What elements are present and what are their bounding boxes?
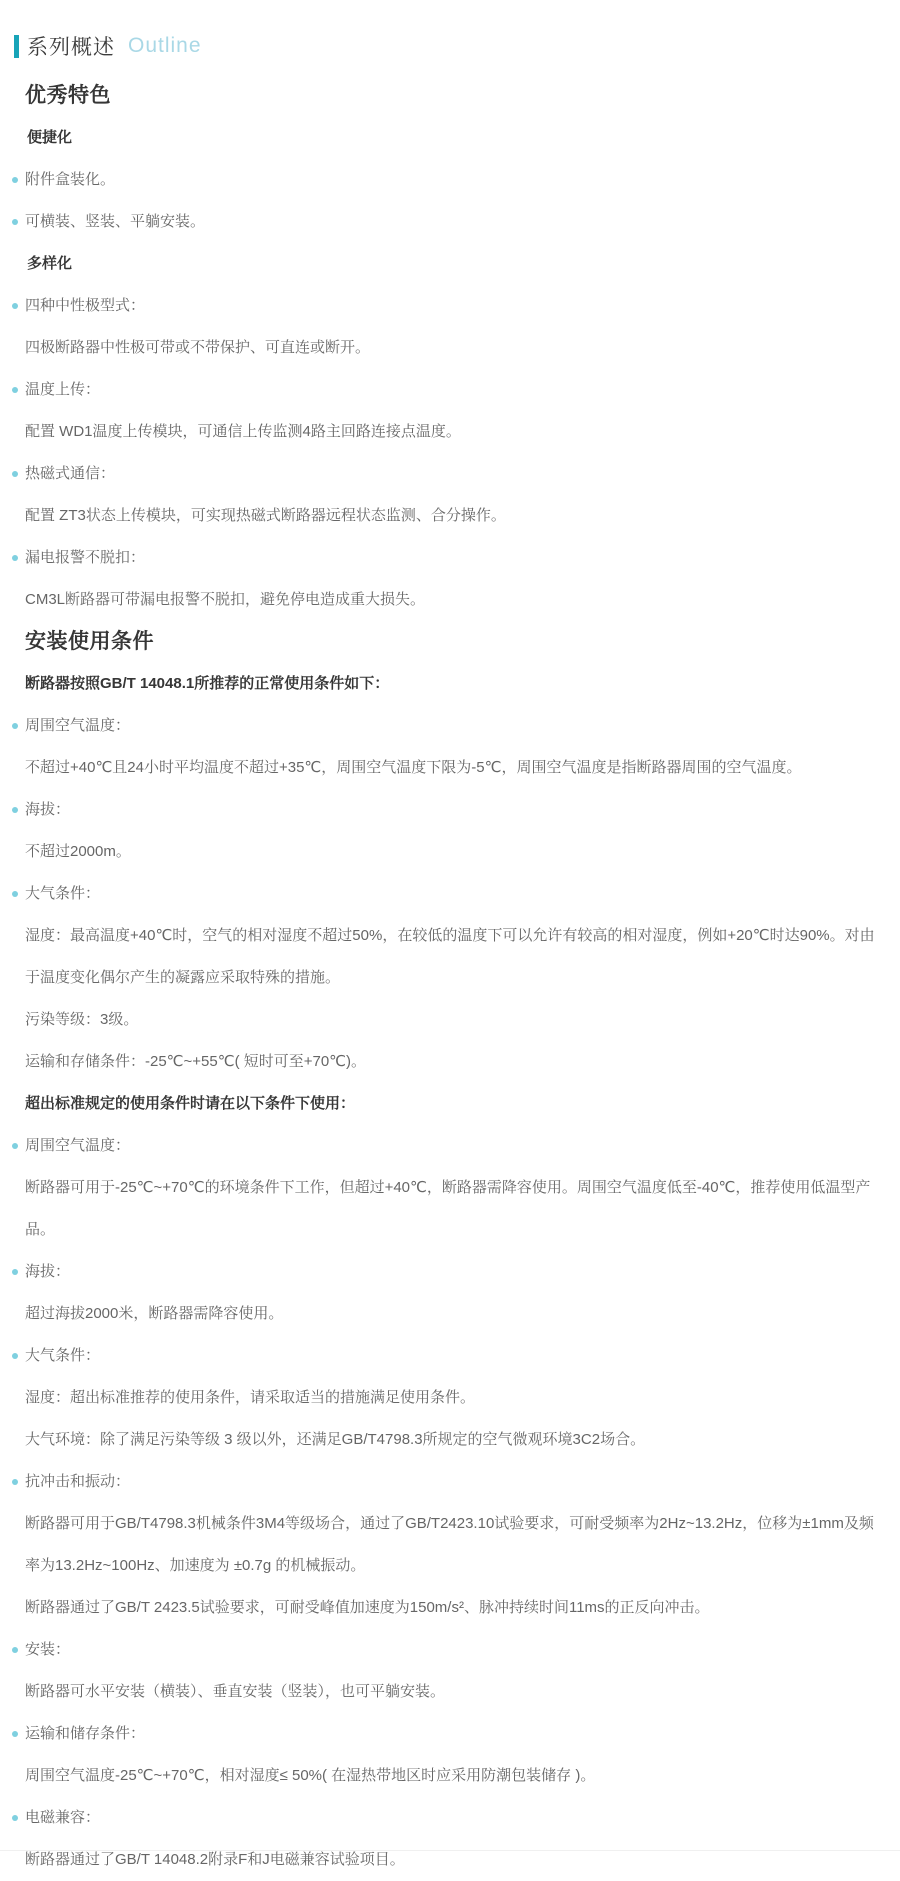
- section-heading: 优秀特色: [25, 84, 111, 107]
- bullet-item: [25, 369, 882, 411]
- bullet-item: [25, 1713, 882, 1755]
- document-body: [0, 75, 900, 1881]
- paragraph: 配置 ZT3状态上传模块，可实现热磁式断路器远程状态监测、合分操作。: [25, 507, 506, 524]
- paragraph: 湿度：最高温度+40℃时，空气的相对湿度不超过50%，在较低的温度下可以允许有较高的相对湿度，例如+20℃时达90%。对由于温度变化偶尔产生的凝露应采取特殊的措施。: [25, 927, 875, 986]
- bullet-dot-icon: [12, 891, 18, 897]
- bullet-dot-icon: [12, 1269, 18, 1275]
- bullet-label: 海拔：: [25, 1263, 71, 1280]
- bullet-item: [25, 1629, 882, 1671]
- paragraph: 断路器通过了GB/T 14048.2附录F和J电磁兼容试验项目。: [25, 1851, 405, 1868]
- bullet-label: 运输和储存条件：: [25, 1725, 146, 1742]
- bullet-dot-icon: [12, 219, 18, 225]
- paragraph-bold: 断路器按照GB/T 14048.1所推荐的正常使用条件如下：: [25, 675, 390, 692]
- bullet-label: 大气条件：: [25, 885, 101, 902]
- paragraph: 湿度：超出标准推荐的使用条件，请采取适当的措施满足使用条件。: [25, 1389, 476, 1406]
- bullet-dot-icon: [12, 1731, 18, 1737]
- bullet-item: [25, 201, 882, 243]
- bullet-label: 大气条件：: [25, 1347, 101, 1364]
- paragraph: 不超过2000m。: [25, 843, 131, 860]
- sub-heading: 便捷化: [27, 129, 73, 146]
- paragraph: 断路器可用于-25℃~+70℃的环境条件下工作，但超过+40℃，断路器需降容使用。周围空气温度低至-40℃，推荐使用低温型产品。: [25, 1179, 871, 1238]
- bullet-label: 周围空气温度：: [25, 1137, 131, 1154]
- bullet-item: [25, 453, 882, 495]
- paragraph-bold: 超出标准规定的使用条件时请在以下条件下使用：: [25, 1095, 356, 1112]
- bullet-label: 抗冲击和振动：: [25, 1473, 131, 1490]
- bullet-label: 四种中性极型式：: [25, 297, 146, 314]
- bullet-dot-icon: [12, 1353, 18, 1359]
- bullet-dot-icon: [12, 723, 18, 729]
- bullet-dot-icon: [12, 387, 18, 393]
- bullet-item: [25, 1797, 882, 1839]
- bullet-dot-icon: [12, 1143, 18, 1149]
- section-heading: 安装使用条件: [25, 630, 154, 653]
- bullet-label: 温度上传：: [25, 381, 101, 398]
- bullet-label: 附件盒装化。: [25, 171, 116, 188]
- bullet-dot-icon: [12, 1479, 18, 1485]
- bullet-label: 电磁兼容：: [25, 1809, 101, 1826]
- section-header: [14, 31, 202, 61]
- bullet-item: [25, 285, 882, 327]
- paragraph: 四极断路器中性极可带或不带保护、可直连或断开。: [25, 339, 371, 356]
- bullet-label: 热磁式通信：: [25, 465, 116, 482]
- bullet-item: [25, 873, 882, 915]
- bullet-dot-icon: [12, 555, 18, 561]
- bullet-label: 安装：: [25, 1641, 71, 1658]
- paragraph: 配置 WD1温度上传模块，可通信上传监测4路主回路连接点温度。: [25, 423, 461, 440]
- paragraph: 断路器可水平安装（横装）、垂直安装（竖装），也可平躺安装。: [25, 1683, 446, 1700]
- bullet-dot-icon: [12, 303, 18, 309]
- paragraph: 运输和存储条件：-25℃~+55℃( 短时可至+70℃)。: [25, 1053, 367, 1070]
- bullet-item: [25, 159, 882, 201]
- paragraph: 不超过+40℃且24小时平均温度不超过+35℃，周围空气温度下限为-5℃，周围空气温度是指断路器周围的空气温度。: [25, 759, 802, 776]
- bullet-dot-icon: [12, 471, 18, 477]
- bullet-dot-icon: [12, 1815, 18, 1821]
- bullet-dot-icon: [12, 177, 18, 183]
- paragraph: 超过海拔2000米，断路器需降容使用。: [25, 1305, 284, 1322]
- section-title: 系列概述: [27, 36, 115, 59]
- section-title-en: Outline: [128, 34, 202, 57]
- paragraph: 周围空气温度-25℃~+70℃，相对湿度≤ 50%( 在湿热带地区时应采用防潮包装储存 )。: [25, 1767, 596, 1784]
- bullet-item: [25, 1335, 882, 1377]
- bullet-label: 海拔：: [25, 801, 71, 818]
- bullet-item: [25, 1125, 882, 1167]
- paragraph: CM3L断路器可带漏电报警不脱扣，避免停电造成重大损失。: [25, 591, 426, 608]
- bullet-label: 周围空气温度：: [25, 717, 131, 734]
- bullet-item: [25, 705, 882, 747]
- accent-bar-icon: [14, 35, 19, 58]
- paragraph: 污染等级：3级。: [25, 1011, 139, 1028]
- paragraph: 断路器通过了GB/T 2423.5试验要求，可耐受峰值加速度为150m/s²、脉冲持续时间11ms的正反向冲击。: [25, 1599, 710, 1616]
- bullet-label: 可横装、竖装、平躺安装。: [25, 213, 206, 230]
- paragraph: 断路器可用于GB/T4798.3机械条件3M4等级场合，通过了GB/T2423.10试验要求，可耐受频率为2Hz~13.2Hz，位移为±1mm及频率为13.2Hz~100Hz、加速度为 ±0.7g 的机械振动。: [25, 1515, 874, 1574]
- bullet-label: 漏电报警不脱扣：: [25, 549, 146, 566]
- bullet-dot-icon: [12, 1647, 18, 1653]
- bullet-item: [25, 537, 882, 579]
- bullet-item: [25, 1461, 882, 1503]
- bullet-item: [25, 789, 882, 831]
- bullet-item: [25, 1251, 882, 1293]
- sub-heading: 多样化: [27, 255, 73, 272]
- paragraph: 大气环境：除了满足污染等级 3 级以外，还满足GB/T4798.3所规定的空气微观环境3C2场合。: [25, 1431, 646, 1448]
- bullet-dot-icon: [12, 807, 18, 813]
- bottom-divider: [0, 1850, 900, 1851]
